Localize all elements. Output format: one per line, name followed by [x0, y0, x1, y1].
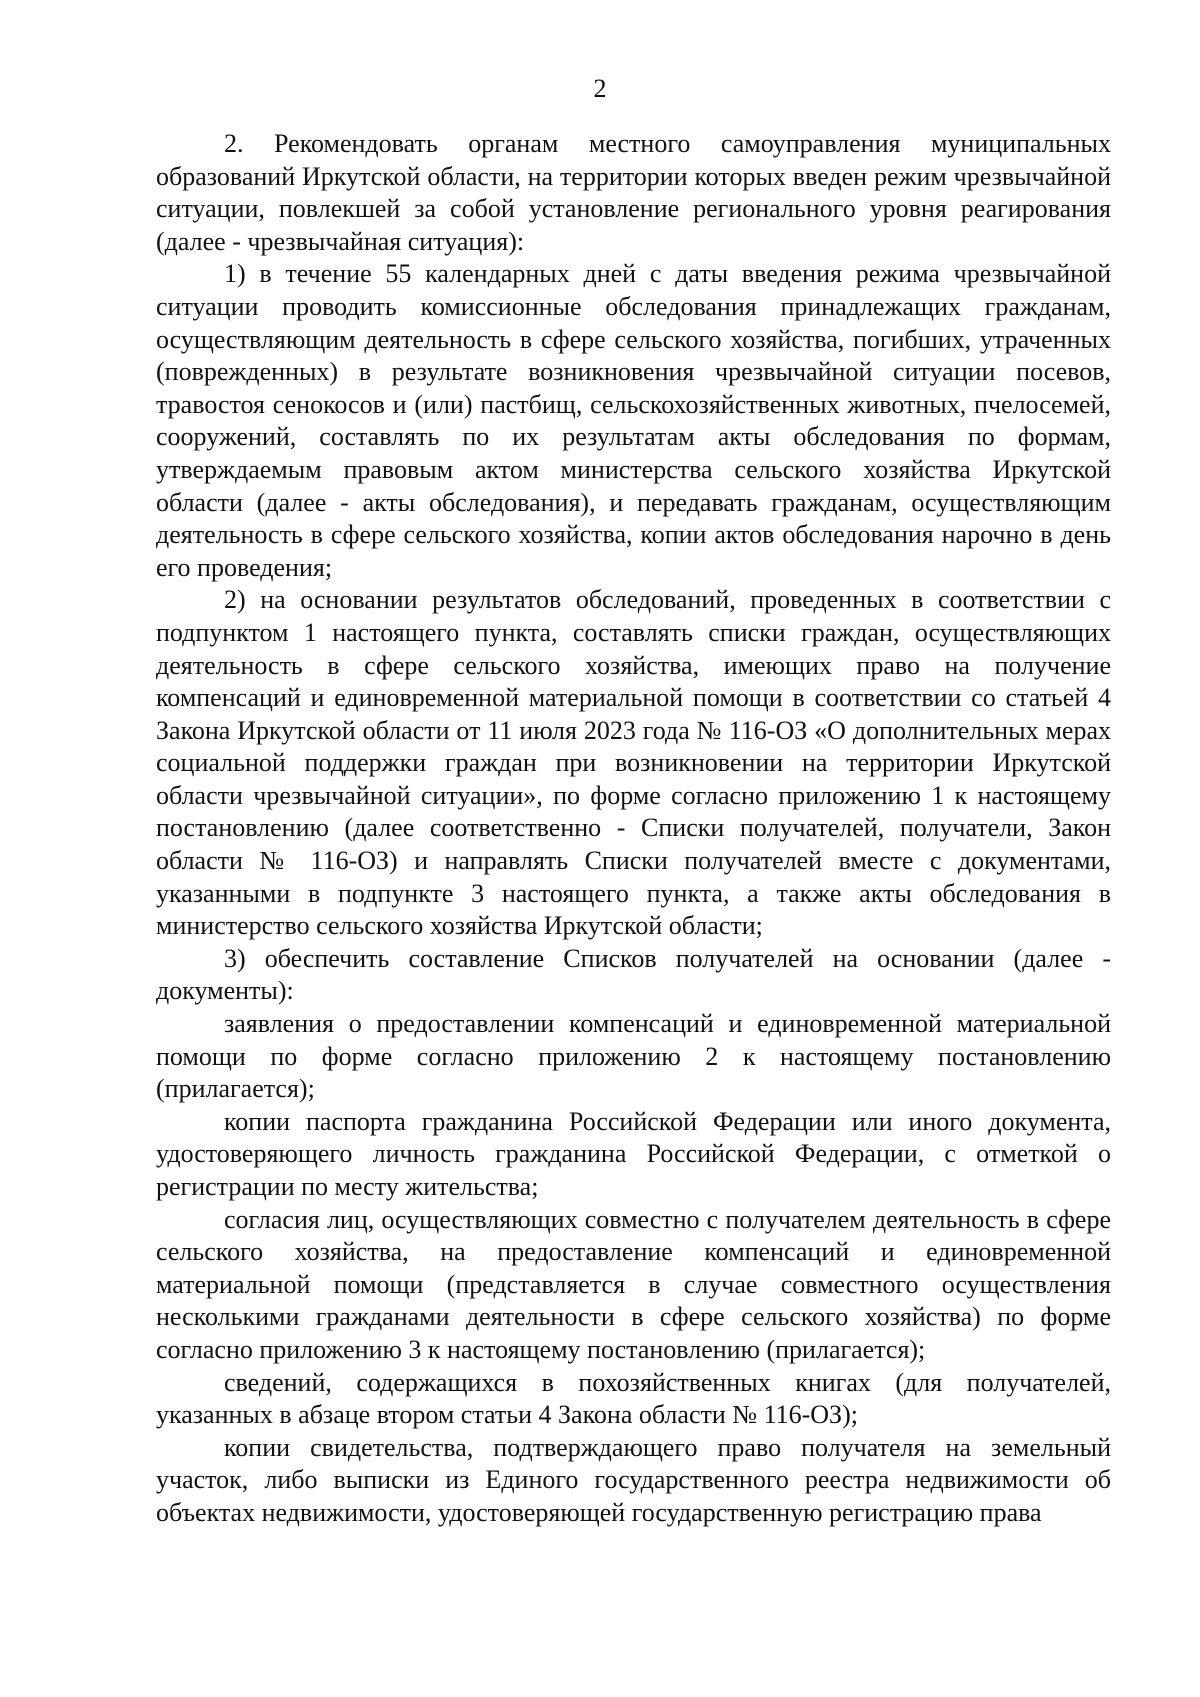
paragraph-subitem-2: 2) на основании результатов обследований, проведенных в соответствии с подпунктом 1 настоящего пункта, составлять списки граждан, осуществляющих деятельность в сфере сельского хозяйства, имеющих право на получение компенсаций и единовременной материальной помощи в соответствии со статьей 4 Закона Иркутской области от 11 июля 2023 года № 116-ОЗ «О дополнительных мерах социальной поддержки граждан при возникновении на территории Иркутской области чрезвычайной ситуации», по форме согласно приложению 1 к настоящему постановлению (далее соответственно - Списки получателей, получатели, Закон области № 116-ОЗ) и направлять Списки получателей вместе с документами, указанными в подпункте 3 настоящего пункта, а также акты обследования в министерство сельского хозяйства Иркутской области;: [156, 585, 1111, 941]
document-body: [156, 128, 1111, 1530]
paragraph-subitem-1: 1) в течение 55 календарных дней с даты введения режима чрезвычайной ситуации проводить комиссионные обследования принадлежащих гражданам, осуществляющим деятельность в сфере сельского хозяйства, погибших, утраченных (поврежденных) в результате возникновения чрезвычайной ситуации посевов, травостоя сенокосов и (или) пастбищ, сельскохозяйственных животных, пчелосемей, сооружений, составлять по их результатам акты обследования по формам, утверждаемым правовым актом министерства сельского хозяйства Иркутской области (далее - акты обследования), и передавать гражданам, осуществляющим деятельность в сфере сельского хозяйства, копии актов обследования нарочно в день его проведения;: [156, 259, 1111, 582]
paragraph-household-books: сведений, содержащихся в похозяйственных книгах (для получателей, указанных в абзаце втором статьи 4 Закона области № 116-ОЗ);: [156, 1367, 1111, 1430]
paragraph-land-certificate: копии свидетельства, подтверждающего право получателя на земельный участок, либо выписки из Единого государственного реестра недвижимости об объектах недвижимости, удостоверяющей государственную регистрацию права: [156, 1432, 1111, 1527]
page-number: 2: [593, 74, 607, 103]
paragraph-passport-copy: копии паспорта гражданина Российской Федерации или иного документа, удостоверяющего личность гражданина Российской Федерации, с отметкой о регистрации по месту жительства;: [156, 1106, 1111, 1201]
paragraph-consent: согласия лиц, осуществляющих совместно с получателем деятельность в сфере сельского хозяйства, на предоставление компенсаций и единовременной материальной помощи (представляется в случае совместного осуществления несколькими гражданами деятельности в сфере сельского хозяйства) по форме согласно приложению 3 к настоящему постановлению (прилагается);: [156, 1204, 1111, 1364]
paragraph-item-2: 2. Рекомендовать органам местного самоуправления муниципальных образований Иркутской области, на территории которых введен режим чрезвычайной ситуации, повлекшей за собой установление регионального уровня реагирования (далее - чрезвычайная ситуация):: [156, 129, 1111, 256]
paragraph-subitem-3: 3) обеспечить составление Списков получателей на основании (далее - документы):: [156, 943, 1111, 1006]
paragraph-application: заявления о предоставлении компенсаций и единовременной материальной помощи по форме согласно приложению 2 к настоящему постановлению (прилагается);: [156, 1009, 1111, 1104]
